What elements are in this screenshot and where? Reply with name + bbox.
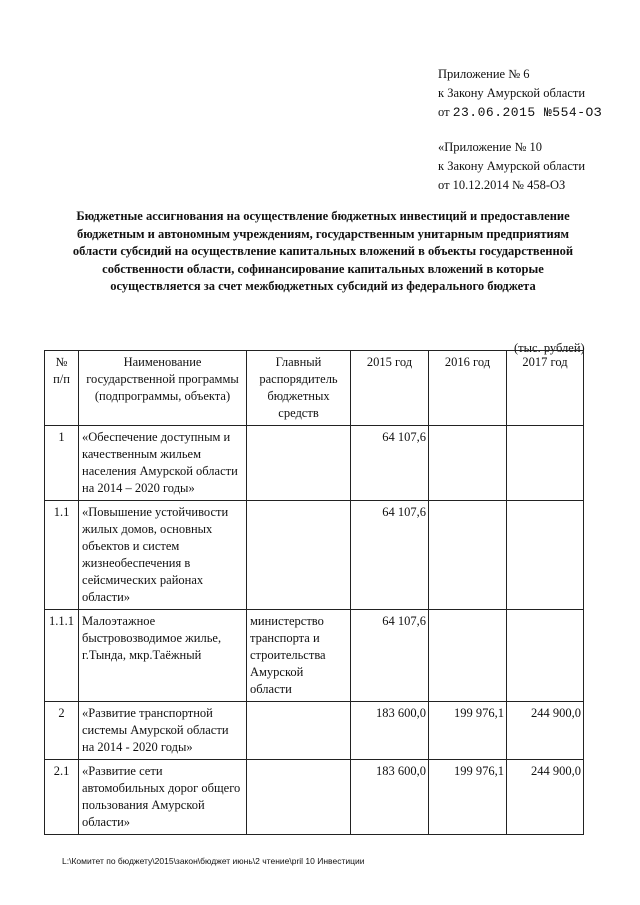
row-2015: 183 600,0	[351, 760, 429, 835]
row-2017: 244 900,0	[507, 760, 584, 835]
units-label: (тыс. рублей)	[514, 341, 585, 355]
table-row	[45, 501, 584, 610]
appendix-6-header	[438, 65, 602, 122]
row-2015: 64 107,6	[351, 610, 429, 702]
header-2015: 2015 год	[351, 351, 429, 426]
title-line: бюджетным и автономным учреждениям, государственным унитарным предприятиям	[77, 226, 569, 241]
table-row	[45, 610, 584, 702]
row-manager	[247, 426, 351, 501]
header-num: № п/п	[45, 351, 79, 426]
row-2016	[429, 501, 507, 610]
row-2016	[429, 610, 507, 702]
appendix-6-date-prefix: от	[438, 105, 450, 119]
title-line: Бюджетные ассигнования на осуществление бюджетных инвестиций и предоставление	[76, 209, 570, 223]
row-2017	[507, 610, 584, 702]
title-line: собственности области, софинансирование капитальных вложений в которые	[102, 261, 544, 276]
table-row	[45, 426, 584, 501]
appendix-10-date: от 10.12.2014 № 458-ОЗ	[438, 178, 566, 192]
row-num: 1.1.1	[45, 610, 79, 702]
row-manager	[247, 501, 351, 610]
file-path-footer: L:\Комитет по бюджету\2015\закон\бюджет июнь\2 чтение\pril 10 Инвестиции	[62, 856, 365, 866]
document-title	[52, 208, 594, 296]
row-2017: 244 900,0	[507, 702, 584, 760]
appendix-10-title: «Приложение № 10	[438, 140, 543, 154]
budget-table	[44, 350, 584, 835]
row-name: «Развитие сети автомобильных дорог общего пользования Амурской области»	[79, 760, 247, 835]
title-line: области субсидий на осуществление капитальных вложений в объекты государственной	[72, 244, 574, 258]
appendix-10-law-ref: к Закону Амурской области	[438, 159, 586, 173]
row-num: 2.1	[45, 760, 79, 835]
row-2017	[507, 501, 584, 610]
row-num: 1.1	[45, 501, 79, 610]
row-name: Малоэтажное быстровозводимое жилье, г.Тында, мкр.Таёжный	[79, 610, 247, 702]
appendix-6-title: Приложение № 6	[438, 67, 530, 81]
row-manager	[247, 760, 351, 835]
appendix-6-date	[438, 103, 602, 122]
row-2015: 64 107,6	[351, 501, 429, 610]
row-manager	[247, 702, 351, 760]
table-header-row	[45, 351, 584, 426]
table-row	[45, 760, 584, 835]
header-manager: Главный распорядитель бюджетных средств	[247, 351, 351, 426]
table-row	[45, 702, 584, 760]
row-num: 1	[45, 426, 79, 501]
header-2017: 2017 год	[507, 351, 584, 426]
row-name: «Повышение устойчивости жилых домов, основных объектов и систем жизнеобеспечения в сейсмических районах области»	[79, 501, 247, 610]
title-line: осуществляется за счет межбюджетных субсидий из федерального бюджета	[110, 279, 536, 293]
row-2016: 199 976,1	[429, 702, 507, 760]
header-name: Наименование государственной программы (подпрограммы, объекта)	[79, 351, 247, 426]
row-2015: 64 107,6	[351, 426, 429, 501]
row-name: «Развитие транспортной системы Амурской области на 2014 - 2020 годы»	[79, 702, 247, 760]
header-2016: 2016 год	[429, 351, 507, 426]
row-name: «Обеспечение доступным и качественным жильем населения Амурской области на 2014 – 2020 годы»	[79, 426, 247, 501]
row-2017	[507, 426, 584, 501]
row-2015: 183 600,0	[351, 702, 429, 760]
row-num: 2	[45, 702, 79, 760]
appendix-6-date-typed: 23.06.2015 №554-ОЗ	[452, 105, 603, 120]
appendix-10-header	[438, 138, 585, 195]
appendix-6-law-ref: к Закону Амурской области	[438, 86, 586, 100]
row-manager: министерство транспорта и строительства Амурской области	[247, 610, 351, 702]
row-2016: 199 976,1	[429, 760, 507, 835]
row-2016	[429, 426, 507, 501]
